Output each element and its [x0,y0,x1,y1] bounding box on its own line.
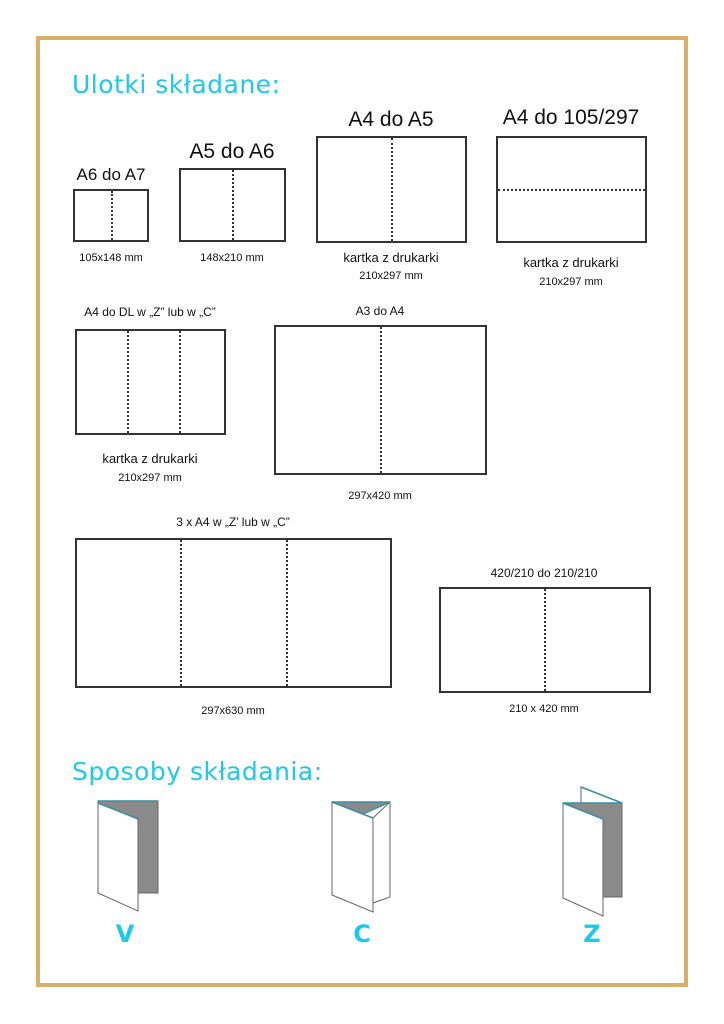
c-fold-icon [332,802,390,912]
format-title: 3 x A4 w „Z’ lub w „C” [176,515,290,529]
format-title: A5 do A6 [189,140,275,163]
fold-label-z: Z [583,920,601,948]
formats-heading: Ulotki składane: [72,70,281,99]
format-size: 105x148 mm [79,252,143,264]
format-size: 210x297 mm [539,276,603,288]
format-title: A3 do A4 [355,304,405,318]
format-size: 210 x 420 mm [509,703,579,715]
format-size: 297x420 mm [348,490,412,502]
fold-label-v: V [115,920,135,948]
format-size: 210x297 mm [118,472,182,484]
format-title: 420/210 do 210/210 [490,566,598,580]
format-size: 297x630 mm [201,705,265,717]
z-fold-icon [563,787,622,916]
format-subtitle: kartka z drukarki [102,451,198,466]
v-fold-icon [98,801,158,911]
format-subtitle: kartka z drukarki [343,250,439,265]
format-subtitle: kartka z drukarki [523,255,619,270]
format-title: A4 do 105/297 [502,106,640,129]
fold-label-c: C [353,920,371,948]
format-size: 148x210 mm [200,252,264,264]
format-title: A4 do DL w „Z” lub w „C” [84,305,216,319]
methods-heading: Sposoby składania: [72,757,323,786]
format-title: A4 do A5 [348,108,434,131]
format-size: 210x297 mm [359,270,423,282]
format-title: A6 do A7 [76,165,146,184]
